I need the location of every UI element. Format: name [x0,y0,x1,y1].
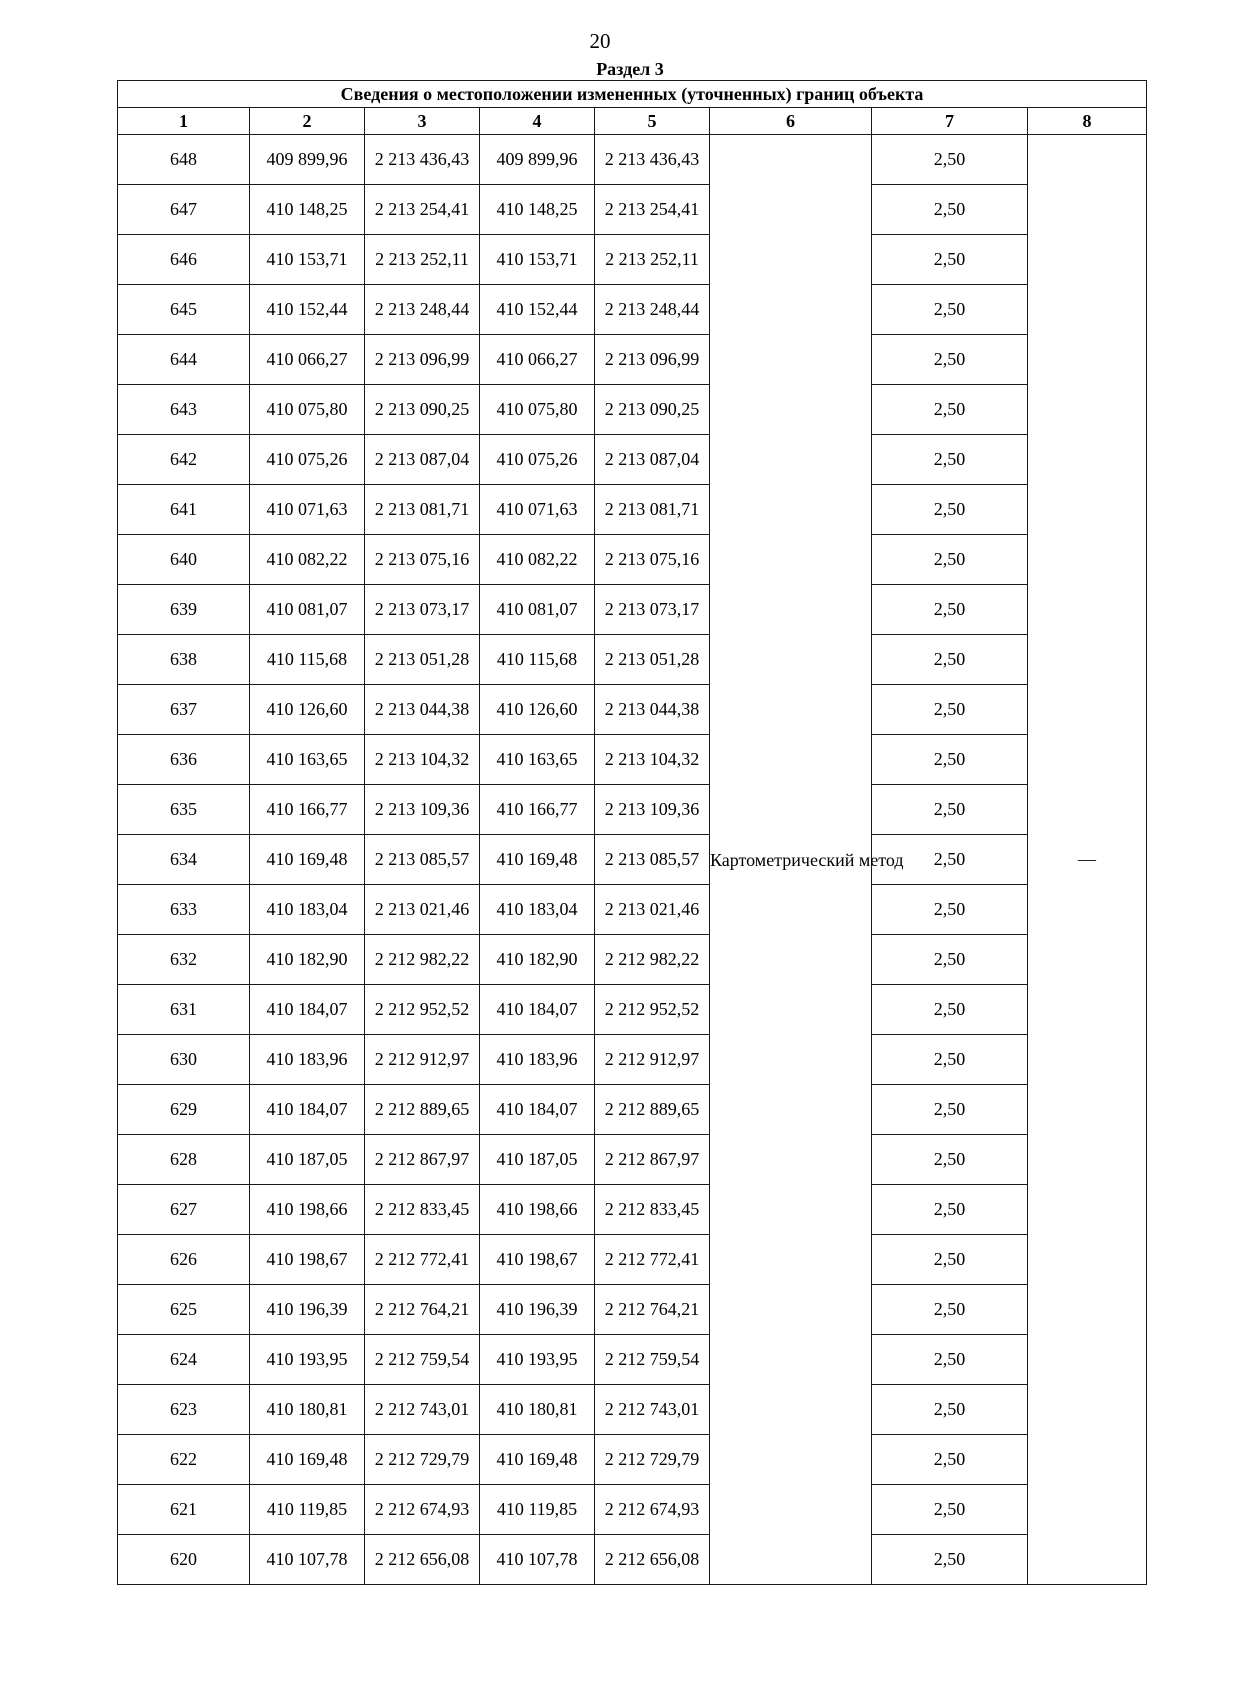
x-existing-cell: 410 153,71 [250,235,365,285]
y-existing-cell: 2 213 075,16 [365,535,480,585]
y-new-cell: 2 212 889,65 [595,1085,710,1135]
x-existing-cell: 410 198,66 [250,1185,365,1235]
y-existing-cell: 2 213 254,41 [365,185,480,235]
table-row [118,1185,1147,1235]
column-number: 4 [480,108,595,135]
y-new-cell: 2 213 081,71 [595,485,710,535]
point-number-cell: 634 [118,835,250,885]
x-existing-cell: 410 184,07 [250,1085,365,1135]
table-row [118,985,1147,1035]
table-row [118,1285,1147,1335]
y-existing-cell: 2 213 096,99 [365,335,480,385]
x-existing-cell: 410 193,95 [250,1335,365,1385]
table-row [118,1485,1147,1535]
x-existing-cell: 410 152,44 [250,285,365,335]
y-new-cell: 2 213 252,11 [595,235,710,285]
column-number-row [118,108,1147,135]
x-new-cell: 410 082,22 [480,535,595,585]
y-new-cell: 2 213 075,16 [595,535,710,585]
column-number: 3 [365,108,480,135]
x-new-cell: 410 183,04 [480,885,595,935]
point-number-cell: 636 [118,735,250,785]
point-number-cell: 639 [118,585,250,635]
y-new-cell: 2 213 090,25 [595,385,710,435]
table-row [118,935,1147,985]
y-new-cell: 2 213 096,99 [595,335,710,385]
y-new-cell: 2 213 073,17 [595,585,710,635]
point-number-cell: 631 [118,985,250,1035]
table-row [118,835,1147,885]
y-new-cell: 2 212 729,79 [595,1435,710,1485]
x-existing-cell: 410 082,22 [250,535,365,585]
accuracy-cell: 2,50 [872,1185,1028,1235]
y-existing-cell: 2 213 051,28 [365,635,480,685]
y-existing-cell: 2 212 889,65 [365,1085,480,1135]
x-new-cell: 410 184,07 [480,1085,595,1135]
table-row [118,285,1147,335]
table-row [118,435,1147,485]
y-new-cell: 2 213 051,28 [595,635,710,685]
point-number-cell: 624 [118,1335,250,1385]
column-number: 7 [872,108,1028,135]
point-number-cell: 621 [118,1485,250,1535]
point-number-cell: 637 [118,685,250,735]
table-row [118,1135,1147,1185]
point-number-cell: 623 [118,1385,250,1435]
y-existing-cell: 2 213 109,36 [365,785,480,835]
y-new-cell: 2 212 656,08 [595,1535,710,1585]
accuracy-cell: 2,50 [872,1235,1028,1285]
column-number: 8 [1028,108,1147,135]
accuracy-cell: 2,50 [872,1435,1028,1485]
y-existing-cell: 2 213 104,32 [365,735,480,785]
accuracy-cell: 2,50 [872,1135,1028,1185]
point-number-cell: 630 [118,1035,250,1085]
x-existing-cell: 410 075,80 [250,385,365,435]
column-number: 5 [595,108,710,135]
accuracy-cell: 2,50 [872,885,1028,935]
point-number-cell: 642 [118,435,250,485]
y-new-cell: 2 212 674,93 [595,1485,710,1535]
accuracy-cell: 2,50 [872,585,1028,635]
x-existing-cell: 410 075,26 [250,435,365,485]
y-existing-cell: 2 212 743,01 [365,1385,480,1435]
table-row [118,1385,1147,1435]
accuracy-cell: 2,50 [872,835,1028,885]
table-row [118,1535,1147,1585]
y-existing-cell: 2 213 073,17 [365,585,480,635]
table-row [118,785,1147,835]
y-existing-cell: 2 212 764,21 [365,1285,480,1335]
x-new-cell: 410 180,81 [480,1385,595,1435]
x-existing-cell: 410 119,85 [250,1485,365,1535]
accuracy-cell: 2,50 [872,635,1028,685]
table-row [118,235,1147,285]
x-new-cell: 410 081,07 [480,585,595,635]
y-existing-cell: 2 212 674,93 [365,1485,480,1535]
table-row [118,1035,1147,1085]
y-existing-cell: 2 213 087,04 [365,435,480,485]
y-existing-cell: 2 212 867,97 [365,1135,480,1185]
y-new-cell: 2 212 982,22 [595,935,710,985]
y-existing-cell: 2 213 252,11 [365,235,480,285]
x-existing-cell: 410 066,27 [250,335,365,385]
point-number-cell: 643 [118,385,250,435]
y-new-cell: 2 213 104,32 [595,735,710,785]
table-row [118,885,1147,935]
y-new-cell: 2 212 759,54 [595,1335,710,1385]
y-existing-cell: 2 213 436,43 [365,135,480,185]
x-existing-cell: 410 184,07 [250,985,365,1035]
x-existing-cell: 410 071,63 [250,485,365,535]
point-number-cell: 644 [118,335,250,385]
table-row [118,485,1147,535]
accuracy-cell: 2,50 [872,135,1028,185]
x-new-cell: 410 183,96 [480,1035,595,1085]
x-existing-cell: 409 899,96 [250,135,365,185]
y-existing-cell: 2 213 081,71 [365,485,480,535]
y-new-cell: 2 213 087,04 [595,435,710,485]
x-existing-cell: 410 183,96 [250,1035,365,1085]
x-existing-cell: 410 166,77 [250,785,365,835]
boundary-coordinates-table [117,80,1147,1585]
x-new-cell: 410 198,66 [480,1185,595,1235]
section-title: Раздел 3 [596,59,664,79]
accuracy-cell: 2,50 [872,1085,1028,1135]
x-new-cell: 410 075,80 [480,385,595,435]
point-number-cell: 632 [118,935,250,985]
point-number-cell: 627 [118,1185,250,1235]
x-existing-cell: 410 169,48 [250,1435,365,1485]
x-new-cell: 410 169,48 [480,835,595,885]
column-number: 2 [250,108,365,135]
x-new-cell: 410 107,78 [480,1535,595,1585]
accuracy-cell: 2,50 [872,935,1028,985]
x-new-cell: 410 184,07 [480,985,595,1035]
x-new-cell: 410 066,27 [480,335,595,385]
accuracy-cell: 2,50 [872,1535,1028,1585]
y-new-cell: 2 213 254,41 [595,185,710,235]
point-number-cell: 641 [118,485,250,535]
x-existing-cell: 410 115,68 [250,635,365,685]
x-existing-cell: 410 126,60 [250,685,365,735]
page-number: 20 [589,29,611,53]
x-new-cell: 410 169,48 [480,1435,595,1485]
x-new-cell: 410 187,05 [480,1135,595,1185]
x-new-cell: 409 899,96 [480,135,595,185]
y-new-cell: 2 212 764,21 [595,1285,710,1335]
accuracy-cell: 2,50 [872,985,1028,1035]
y-new-cell: 2 213 109,36 [595,785,710,835]
y-new-cell: 2 212 772,41 [595,1235,710,1285]
table-row [118,1435,1147,1485]
x-new-cell: 410 071,63 [480,485,595,535]
y-existing-cell: 2 213 021,46 [365,885,480,935]
y-existing-cell: 2 212 912,97 [365,1035,480,1085]
accuracy-cell: 2,50 [872,185,1028,235]
accuracy-cell: 2,50 [872,1485,1028,1535]
table-caption: Сведения о местоположении измененных (уточненных) границ объекта [118,81,1147,108]
method-cell: Картометрический метод [710,135,872,1585]
table-row [118,535,1147,585]
table-row [118,1335,1147,1385]
x-new-cell: 410 166,77 [480,785,595,835]
table-row [118,1235,1147,1285]
accuracy-cell: 2,50 [872,735,1028,785]
x-new-cell: 410 198,67 [480,1235,595,1285]
accuracy-cell: 2,50 [872,1335,1028,1385]
accuracy-cell: 2,50 [872,1385,1028,1435]
x-existing-cell: 410 169,48 [250,835,365,885]
accuracy-cell: 2,50 [872,785,1028,835]
x-existing-cell: 410 182,90 [250,935,365,985]
y-existing-cell: 2 212 833,45 [365,1185,480,1235]
accuracy-cell: 2,50 [872,1285,1028,1335]
x-existing-cell: 410 198,67 [250,1235,365,1285]
y-existing-cell: 2 212 729,79 [365,1435,480,1485]
point-number-cell: 648 [118,135,250,185]
y-existing-cell: 2 213 090,25 [365,385,480,435]
y-existing-cell: 2 212 656,08 [365,1535,480,1585]
table-body [118,135,1147,1585]
x-new-cell: 410 182,90 [480,935,595,985]
y-new-cell: 2 212 833,45 [595,1185,710,1235]
point-number-cell: 629 [118,1085,250,1135]
y-existing-cell: 2 213 248,44 [365,285,480,335]
table-row [118,1085,1147,1135]
x-existing-cell: 410 187,05 [250,1135,365,1185]
x-existing-cell: 410 163,65 [250,735,365,785]
x-existing-cell: 410 107,78 [250,1535,365,1585]
point-number-cell: 647 [118,185,250,235]
y-new-cell: 2 212 867,97 [595,1135,710,1185]
x-new-cell: 410 126,60 [480,685,595,735]
y-existing-cell: 2 212 982,22 [365,935,480,985]
table-row [118,635,1147,685]
point-number-cell: 633 [118,885,250,935]
accuracy-cell: 2,50 [872,535,1028,585]
x-new-cell: 410 115,68 [480,635,595,685]
x-existing-cell: 410 148,25 [250,185,365,235]
y-new-cell: 2 213 021,46 [595,885,710,935]
accuracy-cell: 2,50 [872,685,1028,735]
x-new-cell: 410 075,26 [480,435,595,485]
y-new-cell: 2 213 248,44 [595,285,710,335]
point-number-cell: 646 [118,235,250,285]
point-number-cell: 628 [118,1135,250,1185]
column-number: 1 [118,108,250,135]
column-number: 6 [710,108,872,135]
y-existing-cell: 2 212 759,54 [365,1335,480,1385]
x-new-cell: 410 163,65 [480,735,595,785]
x-existing-cell: 410 180,81 [250,1385,365,1435]
point-number-cell: 622 [118,1435,250,1485]
point-number-cell: 640 [118,535,250,585]
table-caption-row [118,81,1147,108]
y-new-cell: 2 212 912,97 [595,1035,710,1085]
point-number-cell: 620 [118,1535,250,1585]
y-new-cell: 2 213 044,38 [595,685,710,735]
x-existing-cell: 410 196,39 [250,1285,365,1335]
accuracy-cell: 2,50 [872,485,1028,535]
y-new-cell: 2 213 436,43 [595,135,710,185]
point-number-cell: 635 [118,785,250,835]
x-new-cell: 410 119,85 [480,1485,595,1535]
accuracy-cell: 2,50 [872,285,1028,335]
y-new-cell: 2 212 952,52 [595,985,710,1035]
x-existing-cell: 410 183,04 [250,885,365,935]
table-row [118,335,1147,385]
y-existing-cell: 2 213 044,38 [365,685,480,735]
table-row [118,135,1147,185]
table-row [118,385,1147,435]
accuracy-cell: 2,50 [872,435,1028,485]
x-new-cell: 410 153,71 [480,235,595,285]
y-existing-cell: 2 212 772,41 [365,1235,480,1285]
table-row [118,685,1147,735]
y-new-cell: 2 213 085,57 [595,835,710,885]
accuracy-cell: 2,50 [872,335,1028,385]
table-row [118,185,1147,235]
y-existing-cell: 2 213 085,57 [365,835,480,885]
table-row [118,735,1147,785]
accuracy-cell: 2,50 [872,1035,1028,1085]
table-row [118,585,1147,635]
x-new-cell: 410 193,95 [480,1335,595,1385]
point-number-cell: 626 [118,1235,250,1285]
x-existing-cell: 410 081,07 [250,585,365,635]
point-number-cell: 638 [118,635,250,685]
column-8-cell: — [1028,135,1147,1585]
y-existing-cell: 2 212 952,52 [365,985,480,1035]
point-number-cell: 625 [118,1285,250,1335]
x-new-cell: 410 152,44 [480,285,595,335]
y-new-cell: 2 212 743,01 [595,1385,710,1435]
x-new-cell: 410 148,25 [480,185,595,235]
accuracy-cell: 2,50 [872,385,1028,435]
x-new-cell: 410 196,39 [480,1285,595,1335]
point-number-cell: 645 [118,285,250,335]
accuracy-cell: 2,50 [872,235,1028,285]
